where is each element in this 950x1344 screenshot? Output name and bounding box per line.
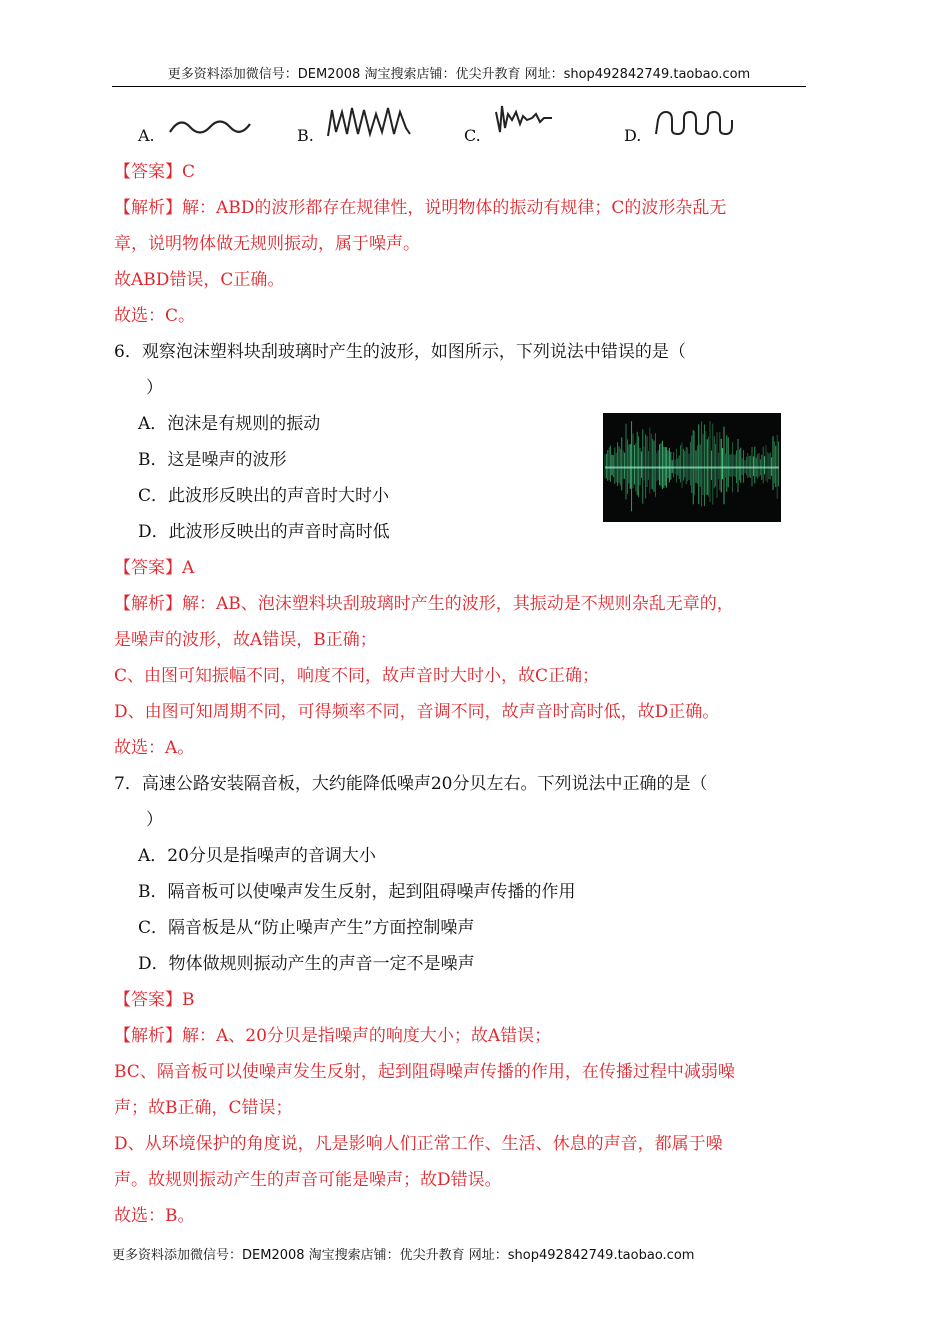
q7-analysis-line-2: BC、隔音板可以使噪声发生反射，起到阻碍噪声传播的作用，在传播过程中减弱噪	[114, 1062, 735, 1082]
q5-analysis-line-2: 章，说明物体做无规则振动，属于噪声。	[114, 234, 420, 254]
q7-analysis-line-5: 声。故规则振动产生的声音可能是噪声；故D错误。	[114, 1170, 502, 1190]
q6-option-c: C．此波形反映出的声音时大时小	[138, 486, 390, 506]
q7-analysis-line-1: 【解析】解：A、20分贝是指噪声的响度大小；故A错误；	[114, 1026, 552, 1046]
q6-option-a: A．泡沫是有规则的振动	[138, 414, 321, 434]
q6-analysis-line-2: 是噪声的波形，故A错误，B正确；	[114, 630, 377, 650]
option-c-label: C.	[464, 126, 481, 145]
q5-answer: 【答案】C	[114, 162, 196, 182]
periodic-wave-icon	[326, 104, 414, 138]
q7-stem: 7．高速公路安装隔音板，大约能降低噪声20分贝左右。下列说法中正确的是（	[114, 774, 708, 794]
q7-answer: 【答案】B	[114, 990, 195, 1010]
square-wave-icon	[654, 108, 738, 138]
option-b-label: B.	[297, 126, 314, 145]
option-a-label: A.	[138, 126, 155, 145]
q6-analysis-line-3: C、由图可知振幅不同，响度不同，故声音时大时小，故C正确；	[114, 666, 600, 686]
q5-analysis-line-4: 故选：C。	[114, 306, 196, 326]
option-d-label: D.	[624, 126, 642, 145]
q7-stem-end: ）	[146, 810, 163, 830]
q6-answer: 【答案】A	[114, 558, 195, 578]
q6-analysis-line-4: D、由图可知周期不同，可得频率不同，音调不同，故声音时高时低，故D正确。	[114, 702, 720, 722]
q7-analysis-line-6: 故选：B。	[114, 1206, 195, 1226]
q5-analysis-line-1: 【解析】解：ABD的波形都存在规律性，说明物体的振动有规律；C的波形杂乱无	[114, 198, 727, 218]
q7-option-b: B．隔音板可以使噪声发生反射，起到阻碍噪声传播的作用	[138, 882, 576, 902]
q6-stem-end: ）	[146, 378, 163, 398]
q6-analysis-line-5: 故选：A。	[114, 738, 195, 758]
sine-wave-icon	[168, 116, 252, 138]
q7-option-d: D．物体做规则振动产生的声音一定不是噪声	[138, 954, 475, 974]
page-header: 更多资料添加微信号：DEM2008 淘宝搜索店铺：优尖升教育 网址：shop492842749.taobao.com	[112, 64, 806, 87]
q7-option-a: A．20分贝是指噪声的音调大小	[138, 846, 376, 866]
q7-analysis-line-4: D、从环境保护的角度说，凡是影响人们正常工作、生活、休息的声音，都属于噪	[114, 1134, 723, 1154]
noise-waveform-svg	[603, 413, 781, 522]
q6-stem: 6．观察泡沫塑料块刮玻璃时产生的波形，如图所示，下列说法中错误的是（	[114, 342, 686, 362]
q6-option-b: B．这是噪声的波形	[138, 450, 287, 470]
q6-analysis-line-1: 【解析】解：AB、泡沫塑料块刮玻璃时产生的波形，其振动是不规则杂乱无章的，	[114, 594, 734, 614]
q7-analysis-line-3: 声；故B正确，C错误；	[114, 1098, 293, 1118]
page-footer: 更多资料添加微信号：DEM2008 淘宝搜索店铺：优尖升教育 网址：shop492842749.taobao.com	[112, 1248, 695, 1263]
q7-option-c: C．隔音板是从“防止噪声产生”方面控制噪声	[138, 918, 475, 938]
q5-analysis-line-3: 故ABD错误，C正确。	[114, 270, 285, 290]
irregular-wave-icon	[492, 102, 556, 138]
noise-waveform-image	[603, 413, 781, 522]
q6-option-d: D．此波形反映出的声音时高时低	[138, 522, 390, 542]
